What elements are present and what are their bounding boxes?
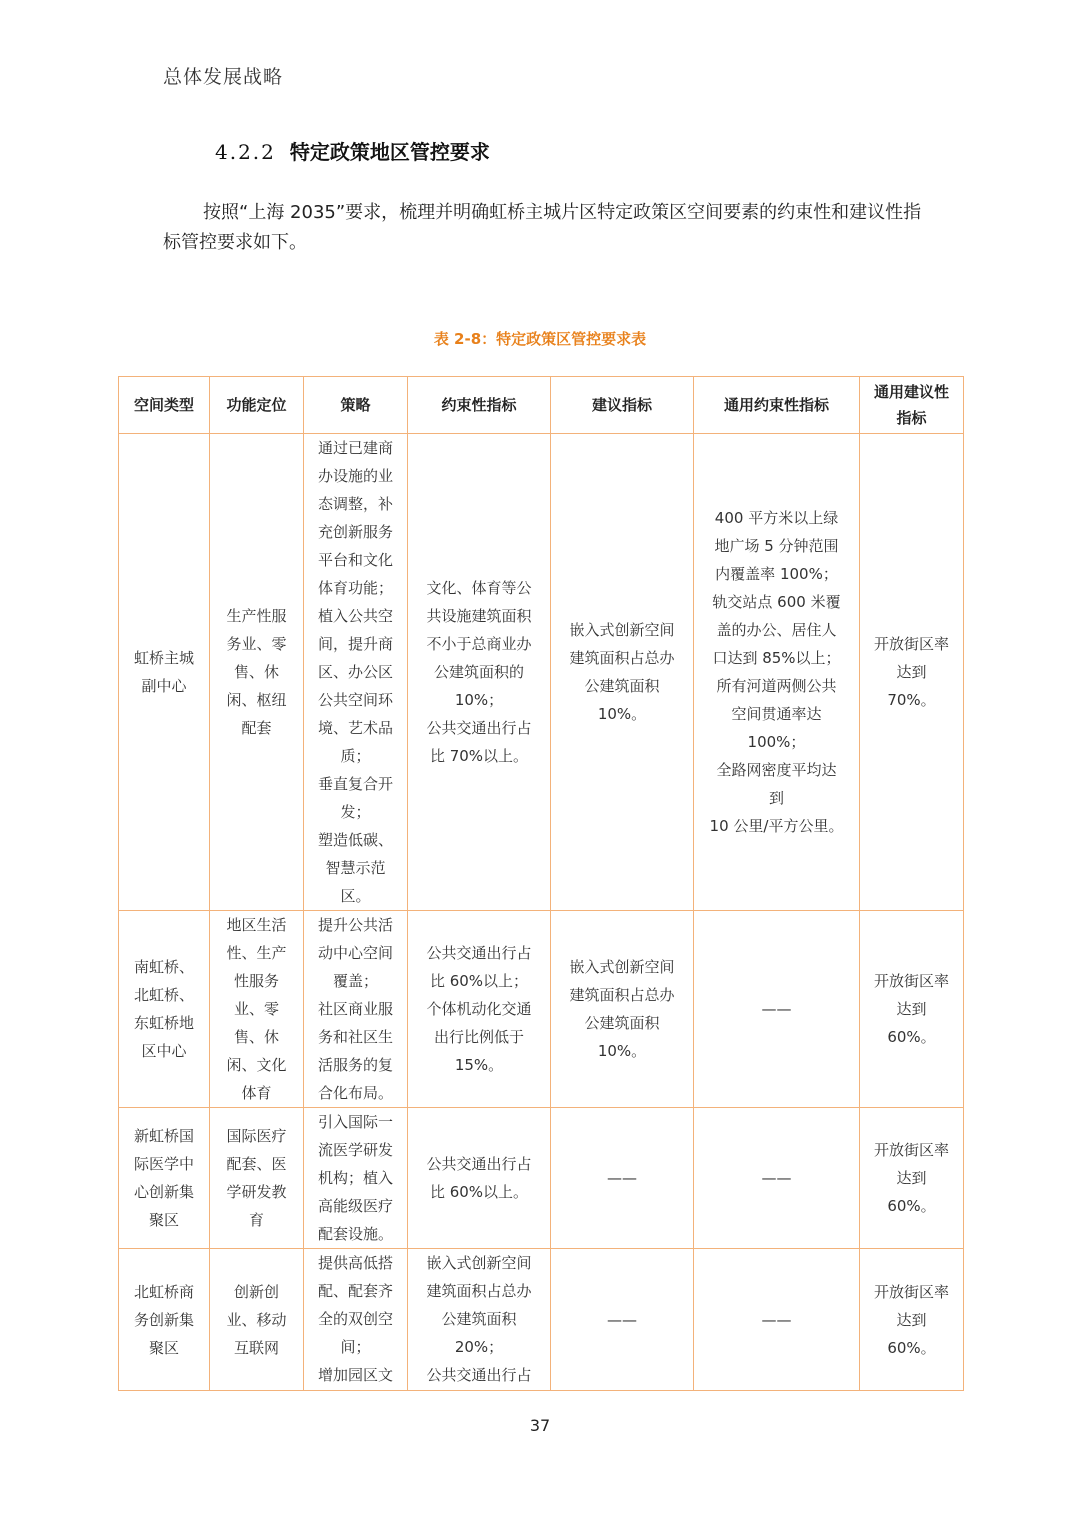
table-cell: 南虹桥、 北虹桥、 东虹桥地 区中心 <box>119 911 210 1108</box>
table-cell: —— <box>694 911 860 1108</box>
table-cell: 国际医疗 配套、医 学研发教 育 <box>210 1108 304 1249</box>
table-cell: 开放街区率 达到 60%。 <box>860 1108 964 1249</box>
header-cell: 策略 <box>304 377 408 434</box>
table-row <box>119 1108 964 1249</box>
table-cell: 公共交通出行占 比 60%以上； 个体机动化交通 出行比例低于 15%。 <box>408 911 551 1108</box>
table-cell: 开放街区率 达到 70%。 <box>860 434 964 911</box>
header-cell: 建议指标 <box>551 377 694 434</box>
header-cell: 通用建议性 指标 <box>860 377 964 434</box>
table-cell: —— <box>694 1108 860 1249</box>
table-row <box>119 434 964 911</box>
table-cell: 公共交通出行占 比 60%以上。 <box>408 1108 551 1249</box>
table-cell: 嵌入式创新空间 建筑面积占总办 公建筑面积 10%。 <box>551 434 694 911</box>
table-cell: 嵌入式创新空间 建筑面积占总办 公建筑面积 20%； 公共交通出行占 <box>408 1249 551 1391</box>
table-header-row <box>119 377 964 434</box>
page-number: 37 <box>529 1416 551 1435</box>
table-cell: 生产性服 务业、零 售、休 闲、枢纽 配套 <box>210 434 304 911</box>
table-row <box>119 911 964 1108</box>
table-cell: 北虹桥商 务创新集 聚区 <box>119 1249 210 1391</box>
table-cell: —— <box>551 1108 694 1249</box>
table-cell: 嵌入式创新空间 建筑面积占总办 公建筑面积 10%。 <box>551 911 694 1108</box>
table-row <box>119 1249 964 1391</box>
section-title: 特定政策地区管控要求 <box>289 140 490 164</box>
table-cell: 地区生活 性、生产 性服务 业、零 售、休 闲、文化 体育 <box>210 911 304 1108</box>
table-cell: 引入国际一 流医学研发 机构；植入 高能级医疗 配套设施。 <box>304 1108 408 1249</box>
table-cell: 开放街区率 达到 60%。 <box>860 911 964 1108</box>
section-number: 4.2.2 <box>215 140 276 164</box>
table-cell: 通过已建商 办设施的业 态调整，补 充创新服务 平台和文化 体育功能； 植入公共空 间，提升商 区、办公区 公共空间环 境、艺术品 质； 垂直复合开 发； 塑造低碳、 智慧示范 区。 <box>304 434 408 911</box>
section-heading <box>215 136 490 165</box>
table-cell: 创新创 业、移动 互联网 <box>210 1249 304 1391</box>
table-cell: 开放街区率 达到 60%。 <box>860 1249 964 1391</box>
table-caption: 表 2-8：特定政策区管控要求表 <box>433 330 647 348</box>
header-cell: 空间类型 <box>119 377 210 434</box>
body-paragraph: 按照“上海 2035”要求，梳理并明确虹桥主城片区特定政策区空间要素的约束性和建议性指标管控要求如下。 <box>163 202 922 253</box>
running-header: 总体发展战略 <box>163 66 284 88</box>
header-cell: 通用约束性指标 <box>694 377 860 434</box>
table-cell: 文化、体育等公 共设施建筑面积 不小于总商业办 公建筑面积的 10%； 公共交通出行占 比 70%以上。 <box>408 434 551 911</box>
table-cell: —— <box>694 1249 860 1391</box>
table-cell: 提供高低搭 配、配套齐 全的双创空 间； 增加园区文 <box>304 1249 408 1391</box>
table-cell: 提升公共活 动中心空间 覆盖； 社区商业服 务和社区生 活服务的复 合化布局。 <box>304 911 408 1108</box>
table-cell: 新虹桥国 际医学中 心创新集 聚区 <box>119 1108 210 1249</box>
table-cell: —— <box>551 1249 694 1391</box>
header-cell: 功能定位 <box>210 377 304 434</box>
policy-table <box>118 376 964 1391</box>
header-cell: 约束性指标 <box>408 377 551 434</box>
table-cell: 虹桥主城 副中心 <box>119 434 210 911</box>
table-cell: 400 平方米以上绿 地广场 5 分钟范围 内覆盖率 100%； 轨交站点 600 米覆 盖的办公、居住人 口达到 85%以上； 所有河道两侧公共 空间贯通率达 100%； 全路网密度平均达 到 10 公里/平方公里。 <box>694 434 860 911</box>
